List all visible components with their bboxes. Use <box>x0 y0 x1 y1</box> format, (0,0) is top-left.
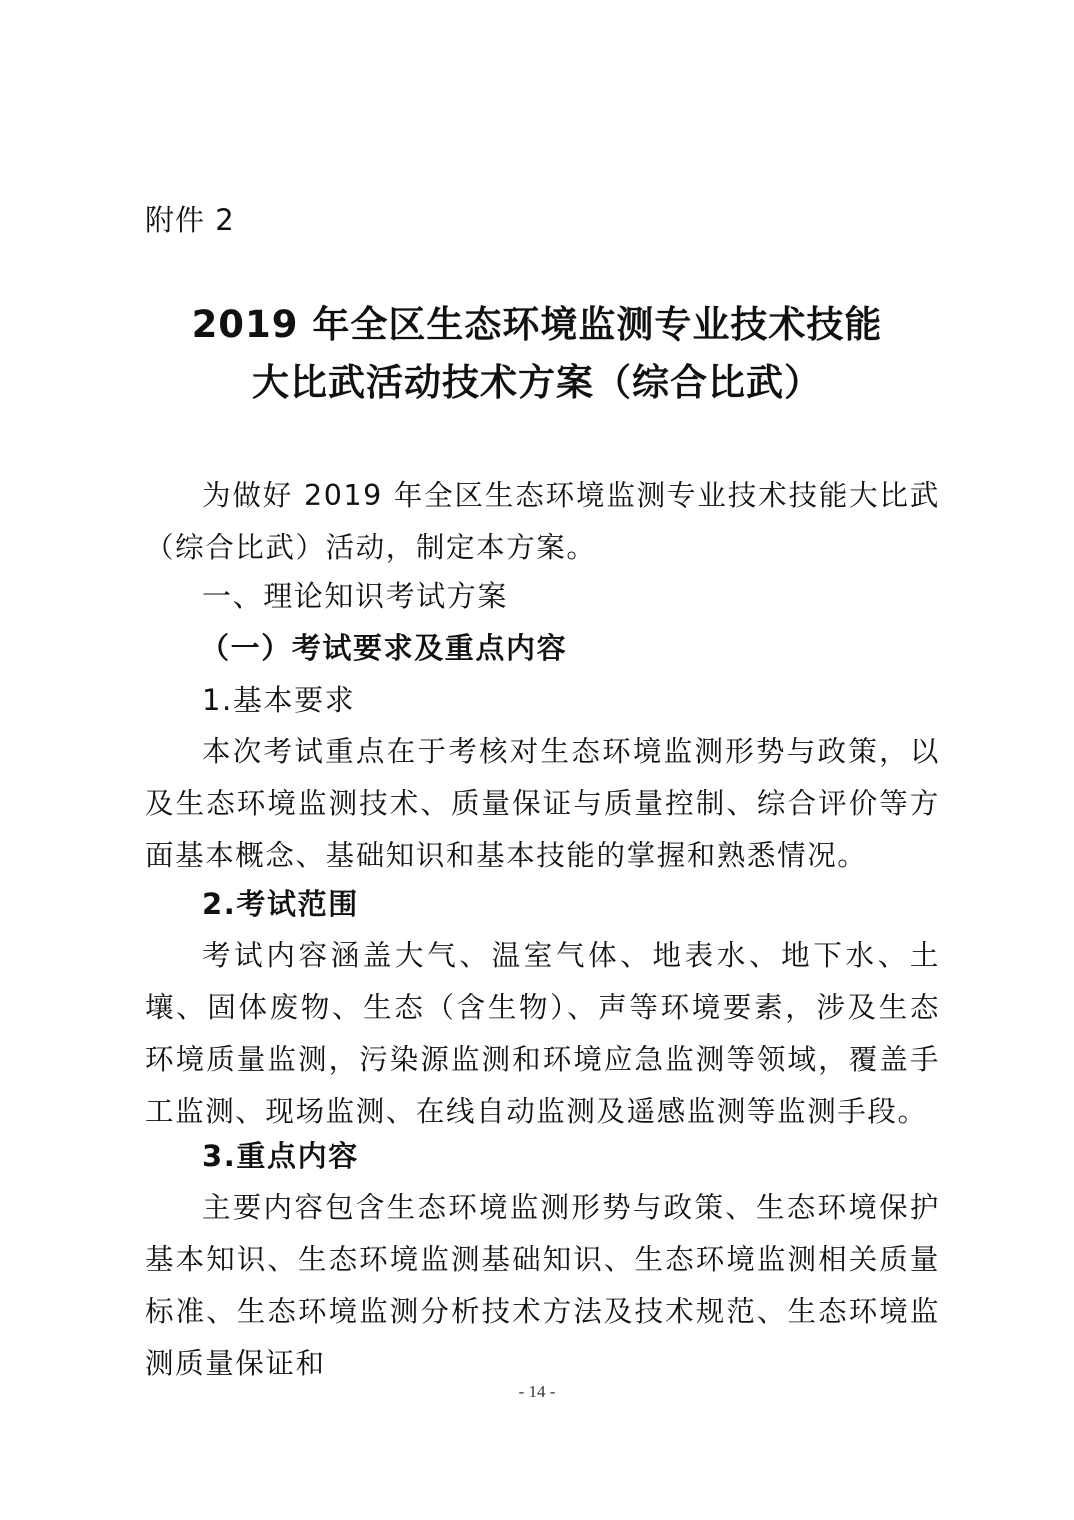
item-heading-1: 1.基本要求 <box>202 683 356 717</box>
item-heading-3: 3.重点内容 <box>202 1139 359 1173</box>
item-paragraph-3: 主要内容包含生态环境监测形势与政策、生态环境保护基本知识、生态环境监测基础知识、生态环境监测相关质量标准、生态环境监测分析技术方法及技术规范、生态环境监测质量保证和 <box>145 1191 940 1380</box>
section-heading-1: 一、理论知识考试方案 <box>202 579 509 613</box>
intro-paragraph: 为做好 2019 年全区生态环境监测专业技术技能大比武（综合比武）活动，制定本方案。 <box>145 479 940 564</box>
item-paragraph-2: 考试内容涵盖大气、温室气体、地表水、地下水、土壤、固体废物、生态（含生物）、声等环境要素，涉及生态环境质量监测，污染源监测和环境应急监测等领域，覆盖手工监测、现场监测、在线自动监测及遥感监测等监测手段。 <box>145 939 940 1128</box>
item-heading-2: 2.考试范围 <box>202 887 359 921</box>
item-paragraph-1: 本次考试重点在于考核对生态环境监测形势与政策，以及生态环境监测技术、质量保证与质量控制、综合评价等方面基本概念、基础知识和基本技能的掌握和熟悉情况。 <box>145 735 940 872</box>
document-title-line-1: 2019 年全区生态环境监测专业技术技能 <box>191 303 883 346</box>
subsection-heading-1: （一）考试要求及重点内容 <box>200 631 568 665</box>
page-number: - 14 - <box>518 1382 556 1401</box>
document-title-line-2: 大比武活动技术方案（综合比武） <box>252 361 822 404</box>
attachment-label: 附件 2 <box>145 203 235 237</box>
